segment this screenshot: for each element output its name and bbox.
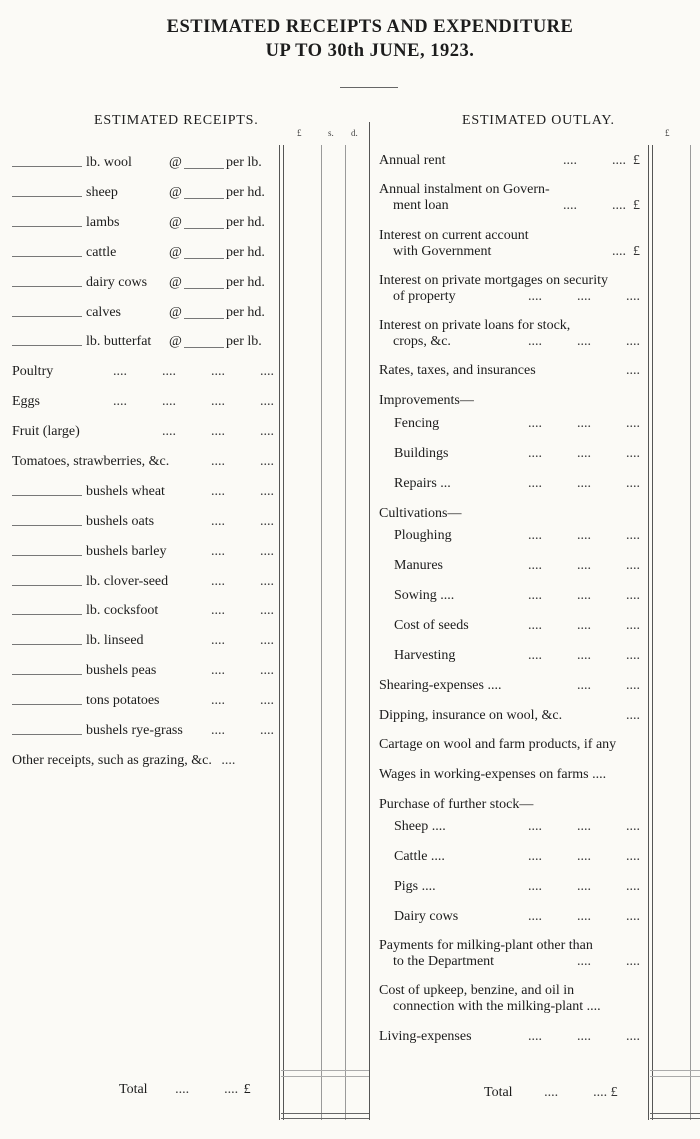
outlay-row <box>379 797 640 813</box>
leader-dots: .... .... £ <box>563 153 640 168</box>
receipt-stock-row <box>12 334 262 351</box>
quantity-blank[interactable] <box>12 275 82 287</box>
pound-column-header: £ <box>297 128 302 138</box>
receipt-item-label: Fruit (large) <box>12 424 80 439</box>
leader-dots: .... .... .... <box>528 849 640 864</box>
outlay-row <box>394 879 640 895</box>
receipts-total-currency: £ <box>243 1082 251 1097</box>
receipt-crop-row <box>12 723 274 740</box>
outlay-row <box>394 416 640 432</box>
outlay-item-label-cont <box>379 244 640 260</box>
receipt-stock-row <box>12 215 265 232</box>
receipt-crop-row <box>12 663 274 680</box>
outlay-item-label: Sheep .... <box>394 819 446 834</box>
receipt-item-label: calves <box>86 305 121 320</box>
quantity-blank[interactable] <box>12 185 82 197</box>
form-title-line1: ESTIMATED RECEIPTS AND EXPENDITURE <box>166 17 574 37</box>
leader-dots: .... .... .... <box>528 416 640 431</box>
receipt-item-label: lb. wool <box>86 155 132 170</box>
receipts-total-rule-bottom2 <box>281 1118 369 1119</box>
outlay-item-label: Dairy cows <box>394 909 459 924</box>
outlay-item-label: Wages in working-expenses on farms .... <box>379 767 607 782</box>
receipt-item-label: bushels barley <box>86 544 167 559</box>
receipt-item-label: bushels oats <box>86 514 155 529</box>
leader-dots: .... .... .... <box>528 648 640 663</box>
quantity-blank[interactable] <box>12 663 82 675</box>
receipt-item-label: lb. clover-seed <box>86 574 169 589</box>
leader-dots: .... <box>626 363 640 378</box>
outlay-item-label-line2: crops, &c. <box>393 334 451 349</box>
outlay-item-label: Pigs .... <box>394 879 436 894</box>
leader-dots: .... .... <box>211 603 274 618</box>
quantity-blank[interactable] <box>12 514 82 526</box>
outlay-item-label: Shearing-expenses .... <box>379 678 502 693</box>
quantity-blank[interactable] <box>12 693 82 705</box>
outlay-item-label: Buildings <box>394 446 449 461</box>
outlay-row <box>379 938 640 970</box>
quantity-blank[interactable] <box>12 245 82 257</box>
outlay-item-label: Cartage on wool and farm products, if any <box>379 737 617 752</box>
outlay-row <box>379 228 640 260</box>
outlay-item-label-cont <box>379 334 640 350</box>
outlay-row <box>379 182 640 214</box>
at-sign: @ <box>169 215 182 230</box>
quantity-blank[interactable] <box>12 574 82 586</box>
rate-unit: per hd. <box>226 275 265 290</box>
outlay-item-label: Cultivations— <box>379 506 462 521</box>
rate-unit: per hd. <box>226 305 265 320</box>
leader-dots: .... .... <box>211 633 274 648</box>
receipt-crop-row <box>12 484 274 501</box>
receipt-other-row <box>12 753 235 769</box>
leader-dots: .... .... <box>211 723 274 738</box>
leader-dots: .... .... <box>211 693 274 708</box>
receipts-money-border-left <box>279 145 280 1120</box>
leader-dots: .... .... <box>211 514 274 529</box>
receipt-stock-row <box>12 245 265 262</box>
outlay-row <box>394 849 640 865</box>
receipt-item-label: sheep <box>86 185 118 200</box>
outlay-money-border-left <box>648 145 649 1120</box>
rate-unit: per hd. <box>226 245 265 260</box>
leader-dots: .... .... .... .... <box>113 364 274 379</box>
outlay-row <box>394 558 640 574</box>
receipt-item-label: dairy cows <box>86 275 148 290</box>
rate-blank[interactable] <box>184 247 224 259</box>
outlay-row <box>394 446 640 462</box>
leader-dots: .... .... .... <box>528 909 640 924</box>
receipt-crop-row <box>12 633 274 650</box>
form-title-line2: UP TO 30th JUNE, 1923. <box>265 41 475 61</box>
rate-unit: per lb. <box>226 334 262 349</box>
rate-unit: per lb. <box>226 155 262 170</box>
outlay-item-label: Fencing <box>394 416 440 431</box>
leader-dots: .... .... .... <box>528 334 640 349</box>
outlay-item-label-line2: connection with the milking-plant .... <box>393 999 601 1014</box>
at-sign: @ <box>169 305 182 320</box>
receipt-plain-row <box>12 364 274 380</box>
receipts-shilling-divider <box>321 145 322 1120</box>
outlay-item-label: Purchase of further stock— <box>379 797 534 812</box>
outlay-item-label: Cattle .... <box>394 849 445 864</box>
receipt-item-label: Eggs <box>12 394 40 409</box>
leader-dots: .... .... <box>211 454 274 469</box>
center-divider <box>369 122 370 1120</box>
receipt-stock-row <box>12 305 265 322</box>
receipt-plain-row <box>12 424 274 440</box>
outlay-row <box>379 708 640 724</box>
quantity-blank[interactable] <box>12 215 82 227</box>
outlay-row <box>379 1029 640 1045</box>
outlay-item-label: Payments for milking-plant other than <box>379 938 593 953</box>
at-sign: @ <box>169 185 182 200</box>
rate-blank[interactable] <box>184 217 224 229</box>
quantity-blank[interactable] <box>12 305 82 317</box>
outlay-item-label: Interest on private loans for stock, <box>379 318 571 333</box>
outlay-item-label: Interest on private mortgages on security <box>379 273 608 288</box>
outlay-row <box>394 476 640 492</box>
outlay-total-dots: .... .... £ <box>544 1085 618 1100</box>
leader-dots: .... .... .... <box>162 424 274 439</box>
receipt-item-label: Tomatoes, strawberries, &c. <box>12 454 170 469</box>
outlay-total-rule-bottom <box>650 1113 700 1114</box>
leader-dots: .... .... <box>211 544 274 559</box>
outlay-total-rule-mid <box>650 1076 700 1077</box>
rate-blank[interactable] <box>184 277 224 289</box>
at-sign: @ <box>169 155 182 170</box>
outlay-item-label: Annual instalment on Govern- <box>379 182 550 197</box>
receipts-total-label: Total <box>119 1082 148 1097</box>
leader-dots: .... .... <box>577 678 640 693</box>
pence-column-header: d. <box>351 128 358 138</box>
outlay-item-label: Cost of seeds <box>394 618 469 633</box>
leader-dots: .... .... .... <box>528 289 640 304</box>
outlay-row <box>394 618 640 634</box>
at-sign: @ <box>169 275 182 290</box>
receipt-crop-row <box>12 574 274 591</box>
receipt-item-label: bushels rye-grass <box>86 723 183 738</box>
outlay-item-label: Cost of upkeep, benzine, and oil in <box>379 983 575 998</box>
at-sign: @ <box>169 245 182 260</box>
outlay-row <box>379 153 640 169</box>
receipt-stock-row <box>12 155 262 172</box>
outlay-row <box>394 819 640 835</box>
leader-dots: .... .... .... <box>528 476 640 491</box>
receipts-pence-divider <box>345 145 346 1120</box>
outlay-item-label-line2: ment loan <box>393 198 449 213</box>
outlay-total-label: Total <box>484 1085 513 1100</box>
outlay-item-label-cont <box>379 289 640 305</box>
outlay-total-rule-top <box>650 1070 700 1071</box>
receipt-crop-row <box>12 514 274 531</box>
receipt-crop-row <box>12 693 274 710</box>
outlay-item-label: Living-expenses <box>379 1029 472 1044</box>
outlay-item-label-line2: to the Department <box>393 954 495 969</box>
leader-dots: .... .... <box>211 663 274 678</box>
outlay-row <box>379 318 640 350</box>
receipts-total-rule-bottom <box>281 1113 369 1114</box>
outlay-row <box>379 393 640 409</box>
outlay-row <box>379 678 640 694</box>
shilling-column-header: s. <box>328 128 334 138</box>
outlay-item-label: Ploughing <box>394 528 452 543</box>
receipts-total-dots: .... .... <box>175 1082 239 1097</box>
receipts-total-rule-mid <box>281 1076 369 1077</box>
leader-dots: .... <box>626 708 640 723</box>
at-sign: @ <box>169 334 182 349</box>
outlay-row <box>394 909 640 925</box>
leader-dots: .... .... .... <box>528 588 640 603</box>
receipts-total-rule-top <box>281 1070 369 1071</box>
receipt-item-label: Other receipts, such as grazing, &c. <box>12 753 212 768</box>
rate-blank[interactable] <box>184 307 224 319</box>
leader-dots: .... .... .... <box>528 819 640 834</box>
outlay-item-label: Repairs ... <box>394 476 451 491</box>
outlay-item-label: Interest on current account <box>379 228 529 243</box>
leader-dots: .... .... .... <box>528 528 640 543</box>
title-divider <box>340 87 398 88</box>
outlay-item-label-cont <box>379 999 640 1015</box>
outlay-item-label-line2: with Government <box>393 244 492 259</box>
leader-dots: .... £ <box>612 244 640 259</box>
outlay-item-label: Dipping, insurance on wool, &c. <box>379 708 563 723</box>
rate-blank[interactable] <box>184 157 224 169</box>
receipts-header: ESTIMATED RECEIPTS. <box>94 113 259 128</box>
outlay-item-label: Annual rent <box>379 153 446 168</box>
leader-dots: .... .... <box>211 574 274 589</box>
leader-dots: .... .... .... <box>528 1029 640 1044</box>
quantity-blank[interactable] <box>12 603 82 615</box>
receipt-stock-row <box>12 185 265 202</box>
outlay-row <box>379 273 640 305</box>
outlay-money-border-left-inner <box>652 145 653 1120</box>
leader-dots: .... .... .... <box>528 446 640 461</box>
receipt-item-label: lb. butterfat <box>86 334 152 349</box>
outlay-row <box>379 983 640 1015</box>
receipt-item-label: lb. linseed <box>86 633 144 648</box>
outlay-item-label: Manures <box>394 558 443 573</box>
leader-dots: .... <box>221 753 236 768</box>
outlay-row <box>379 767 640 783</box>
receipt-crop-row <box>12 603 274 620</box>
outlay-item-label-line2: of property <box>393 289 456 304</box>
rate-blank[interactable] <box>184 187 224 199</box>
outlay-row <box>394 588 640 604</box>
quantity-blank[interactable] <box>12 633 82 645</box>
outlay-item-label-cont <box>379 198 640 214</box>
rate-unit: per hd. <box>226 215 265 230</box>
outlay-row <box>394 648 640 664</box>
outlay-pound-divider <box>690 145 691 1120</box>
quantity-blank[interactable] <box>12 334 82 346</box>
outlay-item-label: Improvements— <box>379 393 474 408</box>
leader-dots: .... .... .... .... <box>113 394 274 409</box>
leader-dots: .... .... .... <box>528 879 640 894</box>
receipt-item-label: tons potatoes <box>86 693 160 708</box>
receipt-stock-row <box>12 275 265 292</box>
quantity-blank[interactable] <box>12 544 82 556</box>
receipt-plain-row <box>12 454 274 470</box>
outlay-item-label: Harvesting <box>394 648 456 663</box>
receipt-item-label: lambs <box>86 215 120 230</box>
outlay-item-label-cont <box>379 954 640 970</box>
quantity-blank[interactable] <box>12 484 82 496</box>
quantity-blank[interactable] <box>12 723 82 735</box>
outlay-header: ESTIMATED OUTLAY. <box>462 113 615 128</box>
receipts-money-border-left-inner <box>283 145 284 1120</box>
outlay-row <box>394 528 640 544</box>
receipts-total <box>119 1082 251 1098</box>
rate-blank[interactable] <box>184 336 224 348</box>
outlay-pound-column-header: £ <box>665 128 670 138</box>
receipt-crop-row <box>12 544 274 561</box>
outlay-item-label: Sowing .... <box>394 588 455 603</box>
receipt-item-label: bushels peas <box>86 663 157 678</box>
receipt-item-label: cattle <box>86 245 117 260</box>
outlay-row <box>379 737 640 753</box>
outlay-row <box>379 506 640 522</box>
outlay-row <box>379 363 640 379</box>
leader-dots: .... .... .... <box>528 618 640 633</box>
receipt-item-label: bushels wheat <box>86 484 165 499</box>
leader-dots: .... .... £ <box>563 198 640 213</box>
receipt-item-label: Poultry <box>12 364 54 379</box>
receipt-plain-row <box>12 394 274 410</box>
leader-dots: .... .... <box>211 484 274 499</box>
outlay-total <box>484 1085 618 1101</box>
quantity-blank[interactable] <box>12 155 82 167</box>
receipt-item-label: lb. cocksfoot <box>86 603 159 618</box>
outlay-total-rule-bottom2 <box>650 1118 700 1119</box>
outlay-item-label: Rates, taxes, and insurances <box>379 363 536 378</box>
leader-dots: .... .... <box>577 954 640 969</box>
leader-dots: .... .... .... <box>528 558 640 573</box>
rate-unit: per hd. <box>226 185 265 200</box>
